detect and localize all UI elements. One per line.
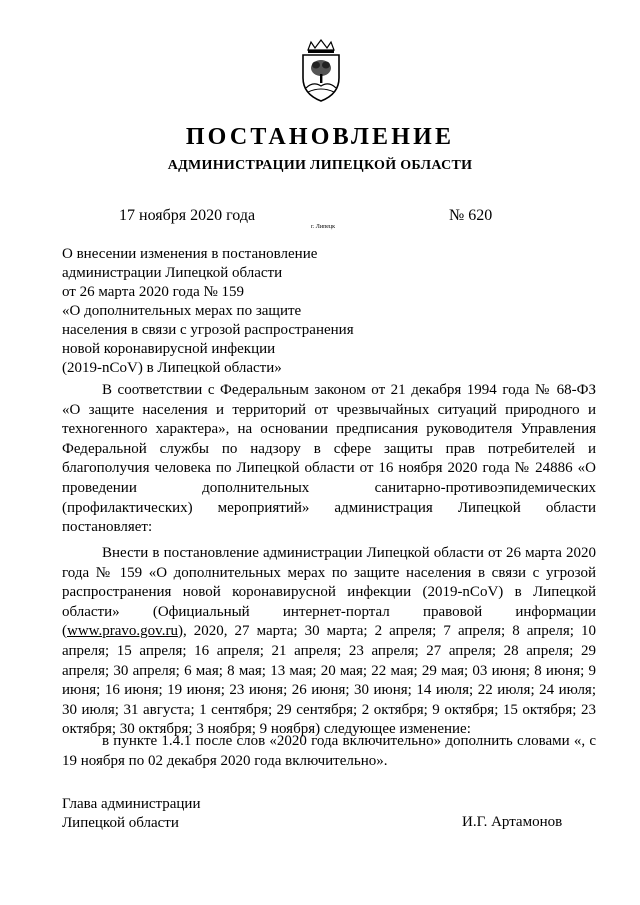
subject-line: новой коронавирусной инфекции (62, 341, 276, 357)
signatory-name: И.Г. Артамонов (462, 814, 563, 830)
document-subject (62, 245, 442, 378)
amendment-text-end: ), 2020, 27 марта; 30 марта; 2 апреля; 7 апреля; 8 апреля; 10 апреля; 15 апреля; 16 апреля; 21 апреля; 23 апреля; 27 апреля; 28 апреля; 29 апреля; 30 апреля; 6 мая; 8 мая; 13 мая; 20 мая; 22 мая; 29 мая; 03 июня; 8 июня; 9 июня; 16 июня; 19 июня; 23 июня; 26 июня; 30 июня; 14 июля; 22 июля; 24 июля; 30 июля; 31 августа; 1 сентября; 29 сентября; 2 октября; 9 октября; 15 октября; 23 октября; 30 октября; 3 ноября; 9 ноября) следующее изменение: (62, 623, 596, 738)
preamble-paragraph: В соответствии с Федеральным законом от 21 декабря 1994 года № 68-ФЗ «О защите населения и территорий от чрезвычайных ситуаций природного и техногенного характера», на основании предписания руководителя Управления Федеральной службы по надзору в сфере защиты прав потребителей и благополучия человека по Липецкой области от 16 ноября 2020 года № 24886 «О проведении дополнительных санитарно-противоэпидемических (профилактических) мероприятий» администрация Липецкой области постановляет: (62, 382, 596, 536)
signatory-position (62, 795, 200, 833)
subject-line: от 26 марта 2020 года № 159 (62, 284, 245, 300)
document-date: 17 ноября 2020 года (119, 207, 256, 224)
document-city: г. Липецк (311, 224, 336, 230)
pravo-gov-link[interactable]: www.pravo.gov.ru (67, 623, 178, 640)
subject-line: администрации Липецкой области (62, 265, 283, 281)
subject-line: О внесении изменения в постановление (62, 246, 318, 262)
amendment-paragraph (62, 544, 596, 740)
document-number: № 620 (449, 207, 493, 224)
document-subtitle: АДМИНИСТРАЦИИ ЛИПЕЦКОЙ ОБЛАСТИ (167, 158, 473, 173)
subject-line: (2019-nCoV) в Липецкой области» (62, 360, 282, 376)
change-paragraph: в пункте 1.4.1 после слов «2020 года включительно» дополнить словами «, с 19 ноября по 02 декабря 2020 года включительно». (62, 733, 596, 769)
amendment-text-start: Внести в постановление администрации Липецкой области от 26 марта 2020 года № 159 «О дополнительных мерах по защите населения в связи с угрозой распространения новой коронавирусной инфекции (2019-nCoV) в Липецкой области» (Официальный интернет-портал правовой информации ( (62, 545, 596, 640)
subject-line: населения в связи с угрозой распространения (62, 322, 354, 338)
coat-of-arms-icon (296, 38, 346, 104)
signatory-position-line: Липецкой области (62, 815, 179, 831)
subject-line: «О дополнительных мерах по защите (62, 303, 302, 319)
signatory-position-line: Глава администрации (62, 796, 201, 812)
document-title: ПОСТАНОВЛЕНИЕ (185, 124, 455, 150)
